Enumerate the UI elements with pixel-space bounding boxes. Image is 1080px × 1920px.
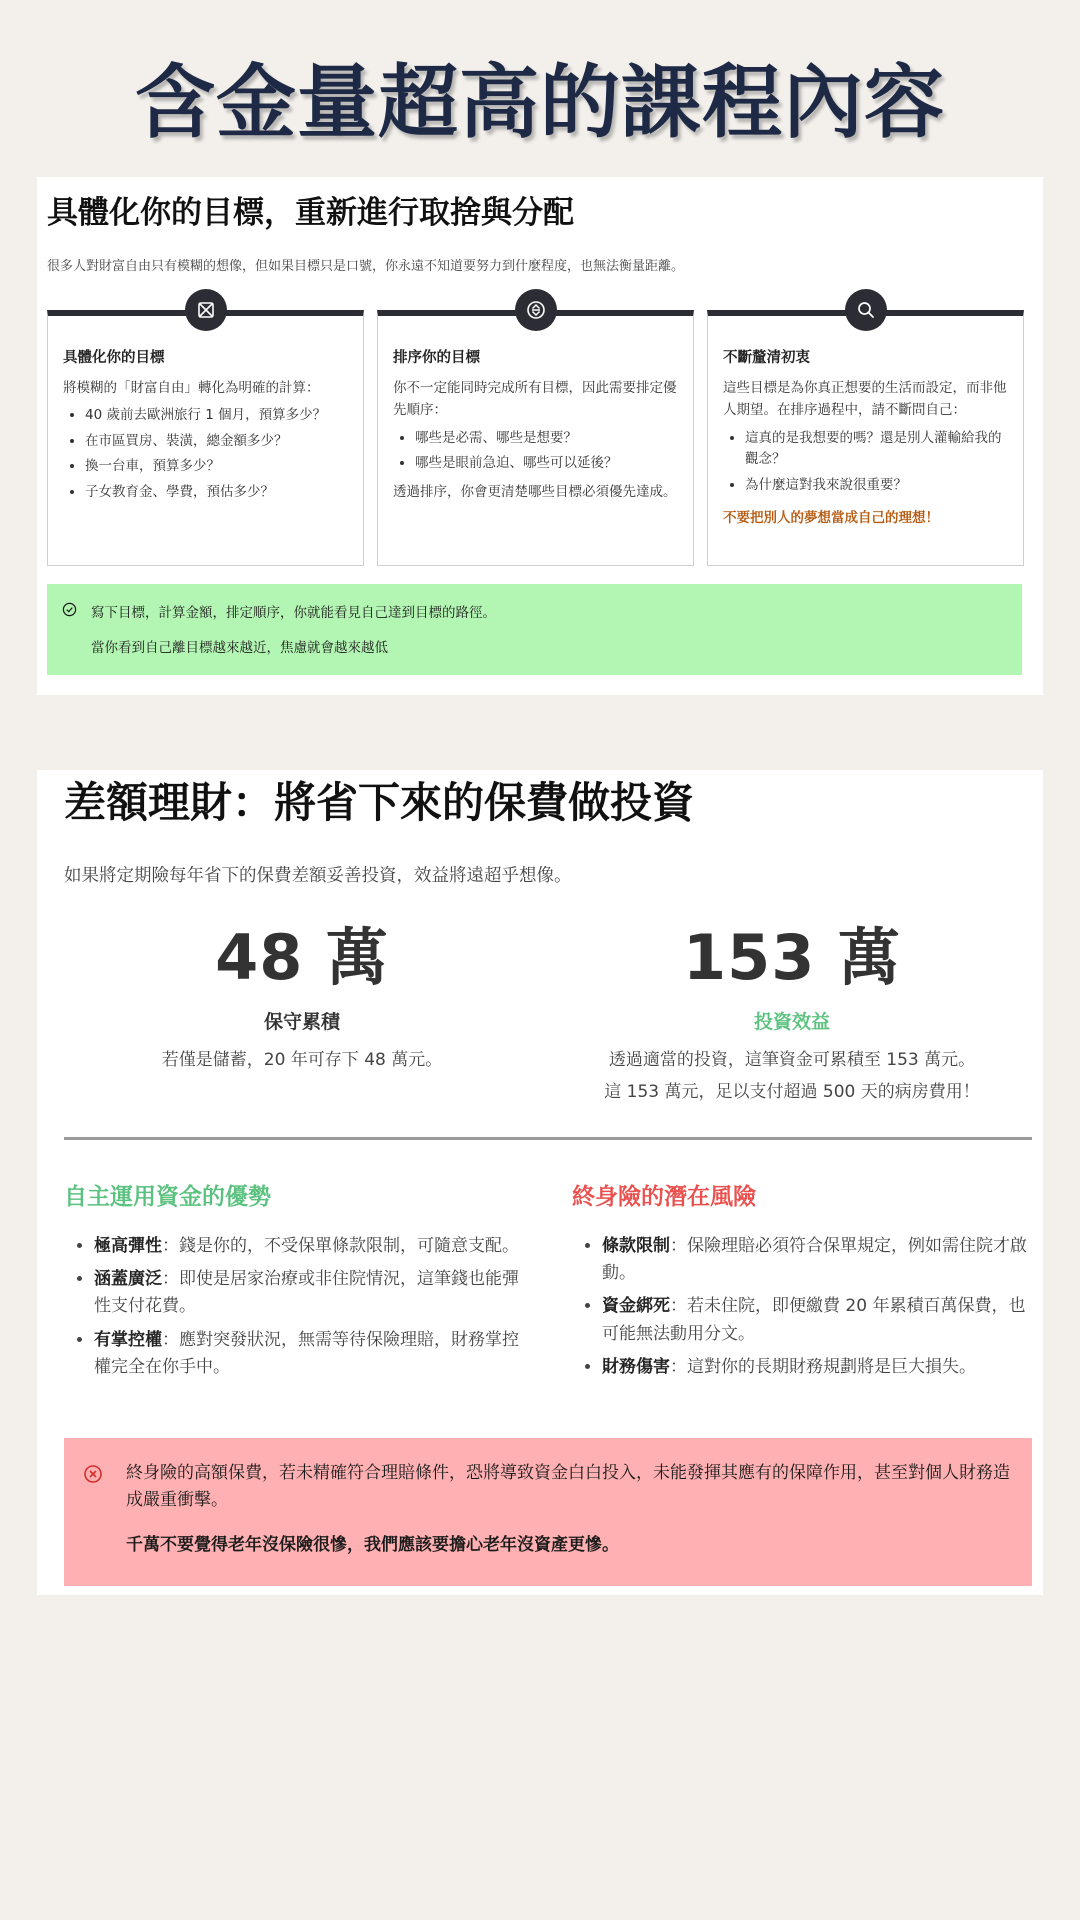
- invest-section: [37, 770, 1043, 1595]
- cons-title: 終身險的潛在風險: [572, 1184, 756, 1210]
- success-callout: [47, 584, 1022, 675]
- stat-label: 保守累積: [263, 1011, 340, 1033]
- card-list: [393, 428, 678, 475]
- list-item: • 為什麼這對我來說很重要？: [745, 475, 1008, 497]
- goals-section: [37, 177, 1043, 695]
- cons-column: [572, 1178, 1032, 1387]
- stat-desc-line: 透過適當的投資，這筆資金可累積至 153 萬元。: [608, 1050, 976, 1070]
- goal-card-sort: [377, 310, 694, 566]
- stat-value: 48 萬: [215, 921, 389, 994]
- list-item: • 條款限制：保險理賠必須符合保單規定，例如需住院才啟動。: [602, 1233, 1032, 1287]
- goal-card-clarify: [707, 310, 1024, 566]
- invest-title: 差額理財：將省下來的保費做投資: [64, 778, 695, 827]
- search-icon: [845, 289, 887, 331]
- card-text: 這些目標是為你真正想要的生活而設定，而非他人期望。在排序過程中，請不斷問自己：: [723, 380, 1007, 419]
- warning-callout: [64, 1438, 1032, 1586]
- stat-description: 若僅是儲蓄，20 年可存下 48 萬元。: [161, 1050, 443, 1070]
- check-circle-icon: [62, 602, 77, 621]
- list-item: • 有掌控權：應對突發狀況，無需等待保險理賠，財務掌控權完全在你手中。: [94, 1327, 524, 1381]
- goal-card-concretize: [47, 310, 364, 566]
- list-item: • 子女教育金、學費，預估多少？: [85, 482, 348, 504]
- card-title: 排序你的目標: [393, 350, 480, 366]
- list-item: • 極高彈性：錢是你的，不受保單條款限制，可隨意支配。: [94, 1233, 524, 1260]
- list-item: • 財務傷害：這對你的長期財務規劃將是巨大損失。: [602, 1354, 1032, 1381]
- invest-intro: 如果將定期險每年省下的保費差額妥善投資，效益將遠超乎想像。: [64, 866, 572, 886]
- stat-description: [557, 1044, 1027, 1109]
- card-list: [723, 428, 1008, 497]
- stat-savings: [67, 908, 537, 1076]
- card-title: 不斷釐清初衷: [723, 350, 810, 366]
- list-item: • 涵蓋廣泛：即使是居家治療或非住院情況，這筆錢也能彈性支付花費。: [94, 1266, 524, 1320]
- compass-icon: [185, 289, 227, 331]
- section-divider: [64, 1137, 1032, 1140]
- list-item: • 在市區買房、裝潢，總金額多少？: [85, 431, 348, 453]
- warning-emphasis: 千萬不要覺得老年沒保險很慘，我們應該要擔心老年沒資產更慘。: [126, 1535, 619, 1556]
- cons-list: [572, 1233, 1032, 1381]
- card-after-text: 透過排序，你會更清楚哪些目標必須優先達成。: [393, 483, 677, 500]
- goals-intro: 很多人對財富自由只有模糊的想像，但如果目標只是口號，你永遠不知道要努力到什麼程度，也無法衡量距離。: [47, 259, 685, 274]
- card-text: 你不一定能同時完成所有目標，因此需要排定優先順序：: [393, 380, 677, 419]
- list-item: • 哪些是眼前急迫、哪些可以延後？: [415, 453, 678, 475]
- card-text: 將模糊的「財富自由」轉化為明確的計算：: [63, 380, 320, 396]
- goals-title: 具體化你的目標，重新進行取捨與分配: [47, 195, 574, 231]
- sort-icon: [515, 289, 557, 331]
- stat-desc-line: 這 153 萬元，足以支付超過 500 天的病房費用！: [604, 1082, 980, 1103]
- stat-investment: [557, 908, 1027, 1109]
- error-circle-icon: [83, 1464, 103, 1489]
- list-item: • 換一台車，預算多少？: [85, 456, 348, 478]
- stat-label: 投資效益: [753, 1011, 830, 1033]
- card-title: 具體化你的目標: [63, 350, 165, 366]
- callout-line: 當你看到自己離目標越來越近，焦慮就會越來越低: [91, 640, 388, 656]
- callout-line: 寫下目標，計算金額，排定順序，你就能看見自己達到目標的路徑。: [91, 605, 496, 621]
- list-item: • 哪些是必需、哪些是想要？: [415, 428, 678, 450]
- pros-list: [64, 1233, 524, 1381]
- card-warning: 不要把別人的夢想當成自己的理想！: [723, 510, 939, 527]
- stat-value: 153 萬: [682, 921, 901, 994]
- page-title: 含金量超高的課程內容: [135, 56, 945, 149]
- pros-title: 自主運用資金的優勢: [64, 1184, 271, 1210]
- list-item: • 40 歲前去歐洲旅行 1 個月，預算多少？: [85, 405, 348, 427]
- list-item: • 資金綁死：若未住院，即便繳費 20 年累積百萬保費，也可能無法動用分文。: [602, 1293, 1032, 1347]
- list-item: • 這真的是我想要的嗎？還是別人灌輸給我的觀念？: [745, 428, 1008, 471]
- warning-text: 終身險的高額保費，若未精確符合理賠條件，恐將導致資金白白投入，未能發揮其應有的保障作用，甚至對個人財務造成嚴重衝擊。: [126, 1463, 1010, 1511]
- pros-column: [64, 1178, 524, 1387]
- card-list: [63, 405, 348, 503]
